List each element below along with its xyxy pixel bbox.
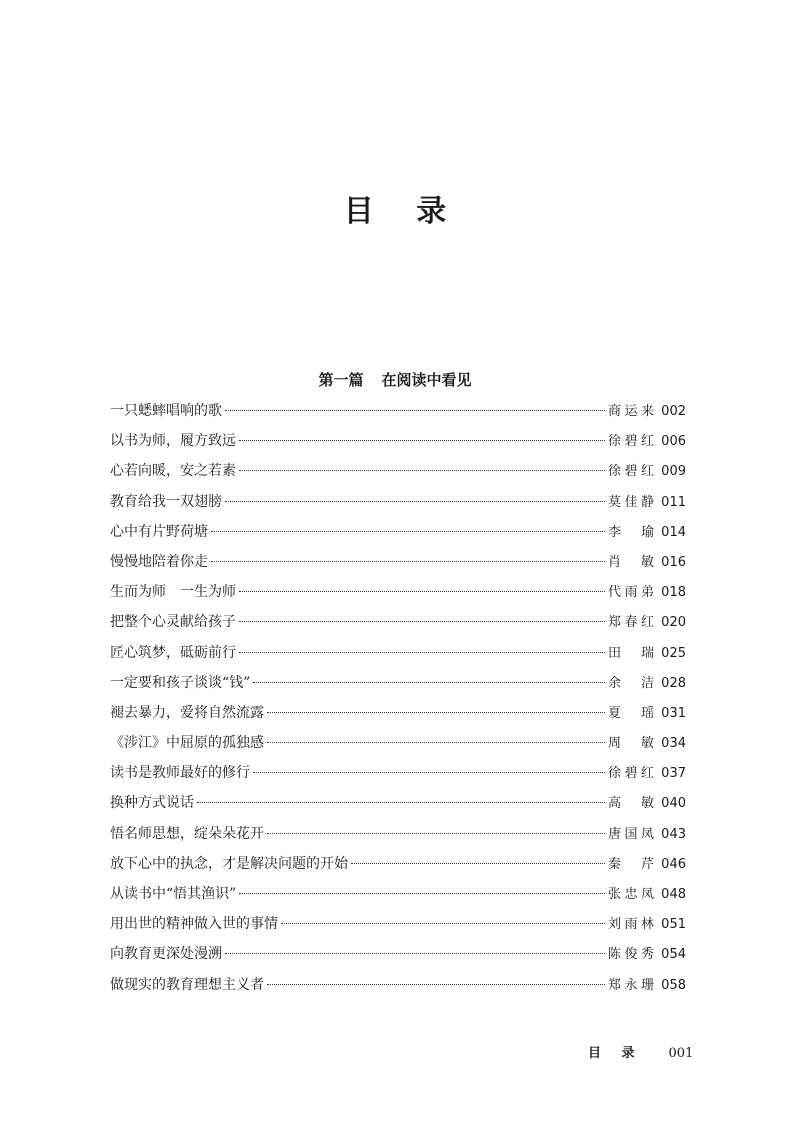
toc-entry-page: 040 (661, 796, 686, 812)
toc-entry-author: 刘雨林 (608, 917, 654, 933)
toc-entry[interactable] (110, 487, 686, 517)
toc-entry-page: 006 (661, 434, 686, 450)
toc-entry[interactable] (110, 819, 686, 849)
toc-entry-page: 054 (661, 947, 686, 963)
section-heading (0, 369, 790, 390)
toc-entry-title: 做现实的教育理想主义者 (110, 976, 264, 993)
toc-entry[interactable] (110, 939, 686, 969)
toc-entry[interactable] (110, 396, 686, 426)
toc-entry-author: 商运来 (608, 404, 654, 419)
dot-leader (197, 802, 605, 803)
toc-entry-title: 生而为师 一生为师 (110, 584, 236, 601)
dot-leader (239, 440, 605, 441)
toc-entry-title: 一只蟋蟀唱响的歌 (110, 403, 222, 419)
toc-entry-page: 025 (661, 645, 686, 661)
toc-entry-author: 高 敏 (608, 796, 654, 812)
toc-entry[interactable] (110, 970, 686, 1000)
toc-entry-title: 悟名师思想，绽朵朵花开 (110, 825, 264, 842)
toc-entry[interactable] (110, 517, 686, 547)
toc-entry-title: 教育给我一双翅膀 (110, 493, 222, 510)
toc-entry-author: 陈俊秀 (608, 947, 654, 963)
toc-entry-author: 郑永珊 (608, 977, 654, 993)
dot-leader (267, 833, 605, 834)
toc-entry[interactable] (110, 728, 686, 758)
toc-entry[interactable] (110, 426, 686, 456)
page-title: 目 录 (343, 194, 463, 229)
section-part: 第一篇 (318, 371, 364, 389)
toc-entry-author: 徐碧红 (608, 464, 654, 480)
toc-entry-page: 058 (661, 977, 686, 993)
toc-entry-page: 011 (661, 494, 686, 510)
toc-entry-title: 从读书中“悟其渔识” (110, 886, 237, 902)
toc-entry-page: 020 (661, 615, 686, 631)
toc-entry-page: 043 (661, 826, 686, 842)
toc-entry-title: 《涉江》中屈原的孤独感 (110, 735, 264, 752)
section-title: 在阅读中看见 (381, 371, 472, 389)
dot-leader (281, 923, 605, 924)
toc-entry-page: 046 (661, 856, 686, 872)
toc-entry-author: 余 洁 (608, 675, 654, 691)
table-of-contents (110, 396, 686, 1000)
toc-entry-title: 慢慢地陪着你走 (110, 553, 208, 570)
toc-entry-title: 读书是教师最好的修行 (110, 765, 250, 782)
dot-leader (211, 531, 605, 532)
dot-leader (239, 652, 605, 653)
toc-entry-page: 051 (661, 917, 686, 933)
toc-entry-title: 放下心中的执念，才是解决问题的开始 (110, 855, 348, 872)
dot-leader (225, 501, 605, 502)
toc-entry-title: 换种方式说话 (110, 795, 194, 812)
dot-leader (225, 410, 605, 411)
toc-entry-author: 肖 敏 (608, 554, 654, 570)
toc-entry[interactable] (110, 668, 686, 698)
toc-entry-title: 向教育更深处漫溯 (110, 946, 222, 963)
dot-leader (225, 953, 605, 954)
toc-entry-page: 037 (661, 766, 686, 782)
toc-entry-title: 褪去暴力，爱将自然流露 (110, 704, 264, 721)
toc-entry[interactable] (110, 788, 686, 818)
toc-entry[interactable] (110, 849, 686, 879)
toc-entry-author: 周 敏 (608, 736, 654, 752)
dot-leader (267, 984, 605, 985)
toc-entry-title: 匠心筑梦，砥砺前行 (110, 644, 236, 661)
dot-leader (267, 712, 605, 713)
toc-entry-page: 002 (661, 404, 686, 419)
toc-entry-author: 徐碧红 (608, 434, 654, 450)
dot-leader (239, 893, 605, 894)
toc-entry[interactable] (110, 638, 686, 668)
dot-leader (267, 742, 605, 743)
toc-entry-title: 用出世的精神做入世的事情 (110, 916, 278, 933)
toc-entry[interactable] (110, 547, 686, 577)
toc-entry-title: 以书为师，履方致远 (110, 433, 236, 450)
toc-entry[interactable] (110, 879, 686, 909)
footer-page-number: 001 (668, 1046, 694, 1061)
toc-entry-page: 018 (661, 585, 686, 601)
dot-leader (351, 863, 605, 864)
toc-entry-title: 心中有片野荷塘 (110, 523, 208, 540)
toc-entry-page: 009 (661, 464, 686, 480)
toc-entry-title: 心若向暖，安之若素 (110, 463, 236, 480)
toc-entry-author: 郑春红 (608, 615, 654, 631)
toc-entry-author: 莫佳静 (608, 494, 654, 510)
dot-leader (239, 591, 605, 592)
toc-entry-author: 徐碧红 (608, 766, 654, 782)
footer-label: 目 录 (588, 1046, 643, 1061)
toc-entry-author: 李 瑜 (608, 524, 654, 540)
toc-entry-author: 秦 芹 (608, 856, 654, 872)
dot-leader (253, 772, 605, 773)
toc-entry[interactable] (110, 607, 686, 637)
toc-entry-author: 张忠凤 (608, 887, 654, 902)
toc-entry[interactable] (110, 758, 686, 788)
dot-leader (211, 561, 605, 562)
toc-entry-page: 048 (661, 887, 686, 902)
toc-entry-author: 夏 瑶 (608, 705, 654, 721)
toc-entry-author: 田 瑞 (608, 645, 654, 661)
toc-entry[interactable] (110, 909, 686, 939)
toc-entry-page: 031 (661, 705, 686, 721)
dot-leader (253, 682, 605, 683)
toc-entry[interactable] (110, 456, 686, 486)
toc-entry-title: 一定要和孩子谈谈“钱” (110, 674, 251, 691)
dot-leader (239, 470, 605, 471)
toc-entry-page: 014 (661, 524, 686, 540)
toc-entry-page: 034 (661, 736, 686, 752)
toc-entry-author: 代雨弟 (608, 585, 654, 601)
toc-entry-title: 把整个心灵献给孩子 (110, 614, 236, 631)
toc-entry-author: 唐国凤 (608, 826, 654, 842)
toc-entry[interactable] (110, 698, 686, 728)
toc-entry[interactable] (110, 577, 686, 607)
page-footer (588, 1042, 693, 1061)
dot-leader (239, 621, 605, 622)
toc-entry-page: 028 (661, 675, 686, 691)
toc-entry-page: 016 (661, 554, 686, 570)
